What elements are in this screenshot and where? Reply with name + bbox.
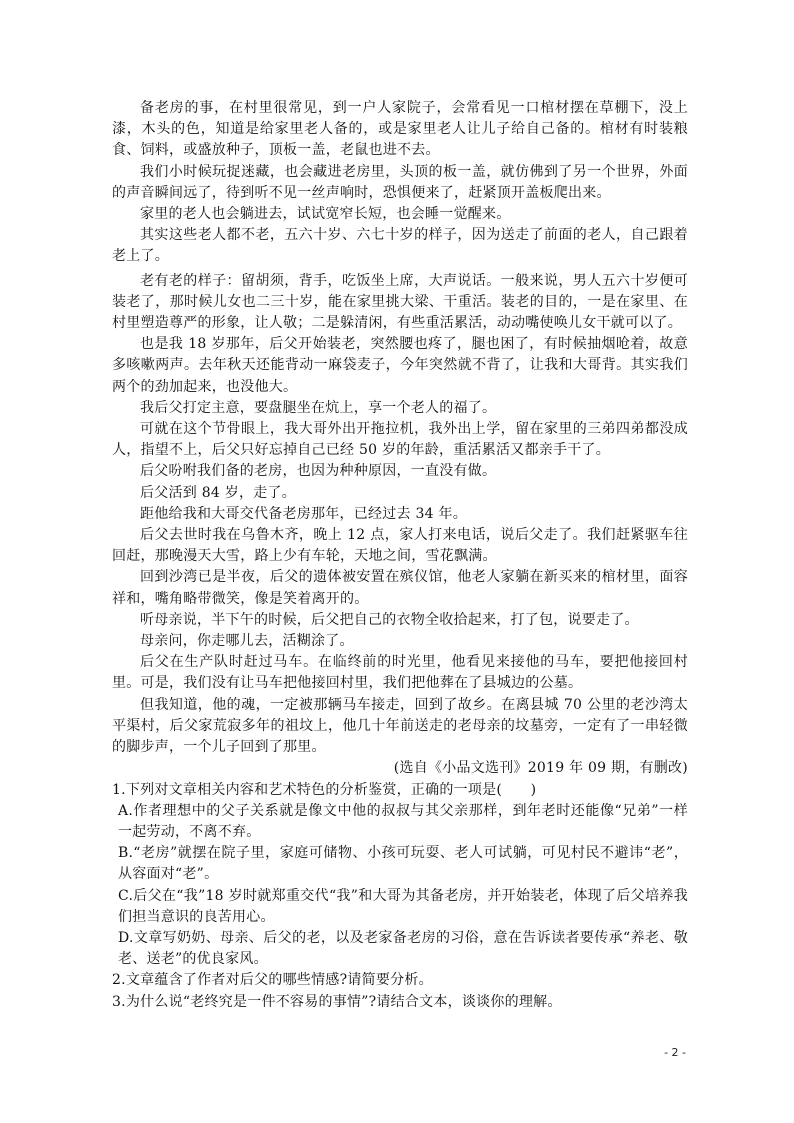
article-paragraph-9: 后父吩咐我们备的老房，也因为种种原因，一直没有做。 xyxy=(140,463,497,480)
article-paragraph-4: 其实这些老人都不老，五六十岁、六七十岁的样子，因为送走了前面的老人，自己跟着老上了。 xyxy=(112,227,688,265)
question-3: 3.为什么说“老终究是一件不容易的事情”?请结合文本，谈谈你的理解。 xyxy=(112,993,562,1010)
article-paragraph-17: 但我知道，他的魂，一定被那辆马车接走，回到了故乡。在离县城 70 公里的老沙湾太平渠村，后父家荒寂多年的祖坟上，他几十年前送走的老母亲的坟墓旁，一定有了一串轻微的脚步声，一个儿子回到了那里。 xyxy=(112,696,688,756)
document-body xyxy=(112,98,688,1013)
article-paragraph-11: 距他给我和大哥交代备老房那年，已经过去 34 年。 xyxy=(140,505,467,522)
question-1-stem: 1.下列对文章相关内容和艺术特色的分析鉴赏，正确的一项是( ) xyxy=(112,781,537,798)
article-paragraph-8: 可就在这个节骨眼上，我大哥外出开拖拉机，我外出上学，留在家里的三弟四弟都没成人，指望不上，后父只好忘掉自己已经 50 岁的年龄，重活累活又都亲手干了。 xyxy=(112,421,688,459)
article-paragraph-15: 母亲问，你走哪儿去，活糊涂了。 xyxy=(140,633,354,650)
article-paragraph-13: 回到沙湾已是半夜，后父的遗体被安置在殡仪馆，他老人家躺在新买来的棺材里，面容祥和，嘴角略带微笑，像是笑着离开的。 xyxy=(112,569,688,607)
article-paragraph-2: 我们小时候玩捉迷藏，也会藏进老房里，头顶的板一盖，就仿佛到了另一个世界，外面的声音瞬间远了，待到听不见一丝声响时，恐惧便来了，赶紧顶开盖板爬出来。 xyxy=(112,163,688,201)
question-2: 2.文章蕴含了作者对后父的哪些情感?请简要分析。 xyxy=(112,972,433,989)
article-paragraph-7: 我后父打定主意，要盘腿坐在炕上，享一个老人的福了。 xyxy=(140,399,497,416)
question-1-option-c: C.后父在“我”18 岁时就郑重交代“我”和大哥为其备老房，并开始装老，体现了后父培养我们担当意识的良苦用心。 xyxy=(118,887,688,925)
page-number: - 2 - xyxy=(664,1046,686,1059)
article-paragraph-10: 后父活到 84 岁，走了。 xyxy=(140,484,296,501)
question-1-option-d: D.文章写奶奶、母亲、后父的老，以及老家备老房的习俗，意在告诉读者要传承“养老、敬老、送老”的优良家风。 xyxy=(118,929,688,968)
article-paragraph-6: 也是我 18 岁那年，后父开始装老，突然腰也疼了，腿也困了，有时候抽烟呛着，故意多咳嗽两声。去年秋天还能背动一麻袋麦子，今年突然就不背了，让我和大哥背。其实我们两个的劲加起来，也没他大。 xyxy=(112,336,688,395)
article-paragraph-12: 后父去世时我在乌鲁木齐，晚上 12 点，家人打来电话，说后父走了。我们赶紧驱车往回赶，那晚漫天大雪，路上少有车轮，天地之间，雪花飘满。 xyxy=(112,527,688,565)
article-source: (选自《小品文选刊》2019 年 09 期，有删改) xyxy=(393,760,688,777)
article-paragraph-5: 老有老的样子：留胡须，背手，吃饭坐上席，大声说话。一般来说，男人五六十岁便可装老了，那时候儿女也二三十岁，能在家里挑大梁、干重活。装老的目的，一是在家里、在村里塑造尊严的形象，让人敬；二是躲清闲，有些重活累活，动动嘴使唤儿女干就可以了。 xyxy=(112,272,688,332)
question-1-option-a: A.作者理想中的父子关系就是像文中他的叔叔与其父亲那样，到年老时还能像“兄弟”一样一起劳动，不离不弃。 xyxy=(118,802,688,840)
article-paragraph-3: 家里的老人也会躺进去，试试宽窄长短，也会睡一觉醒来。 xyxy=(140,206,511,223)
article-paragraph-1: 备老房的事，在村里很常见，到一户人家院子，会常看见一口棺材摆在草棚下，没上漆，木头的色，知道是给家里老人备的，或是家里老人让儿子给自己备的。棺材有时装粮食、饲料，或盛放种子，顶板一盖，老鼠也进不去。 xyxy=(112,100,688,159)
article-paragraph-16: 后父在生产队时赶过马车。在临终前的时光里，他看见来接他的马车，要把他接回村里。可是，我们没有让马车把他接回村里，我们把他葬在了县城边的公墓。 xyxy=(112,654,688,692)
question-1-option-b: B.“老房”就摆在院子里，家庭可储物、小孩可玩耍、老人可试躺，可见村民不避讳“老”，从容面对“老”。 xyxy=(118,845,688,883)
article-paragraph-14: 听母亲说，半下午的时候，后父把自己的衣物全收拾起来，打了包，说要走了。 xyxy=(140,611,639,628)
